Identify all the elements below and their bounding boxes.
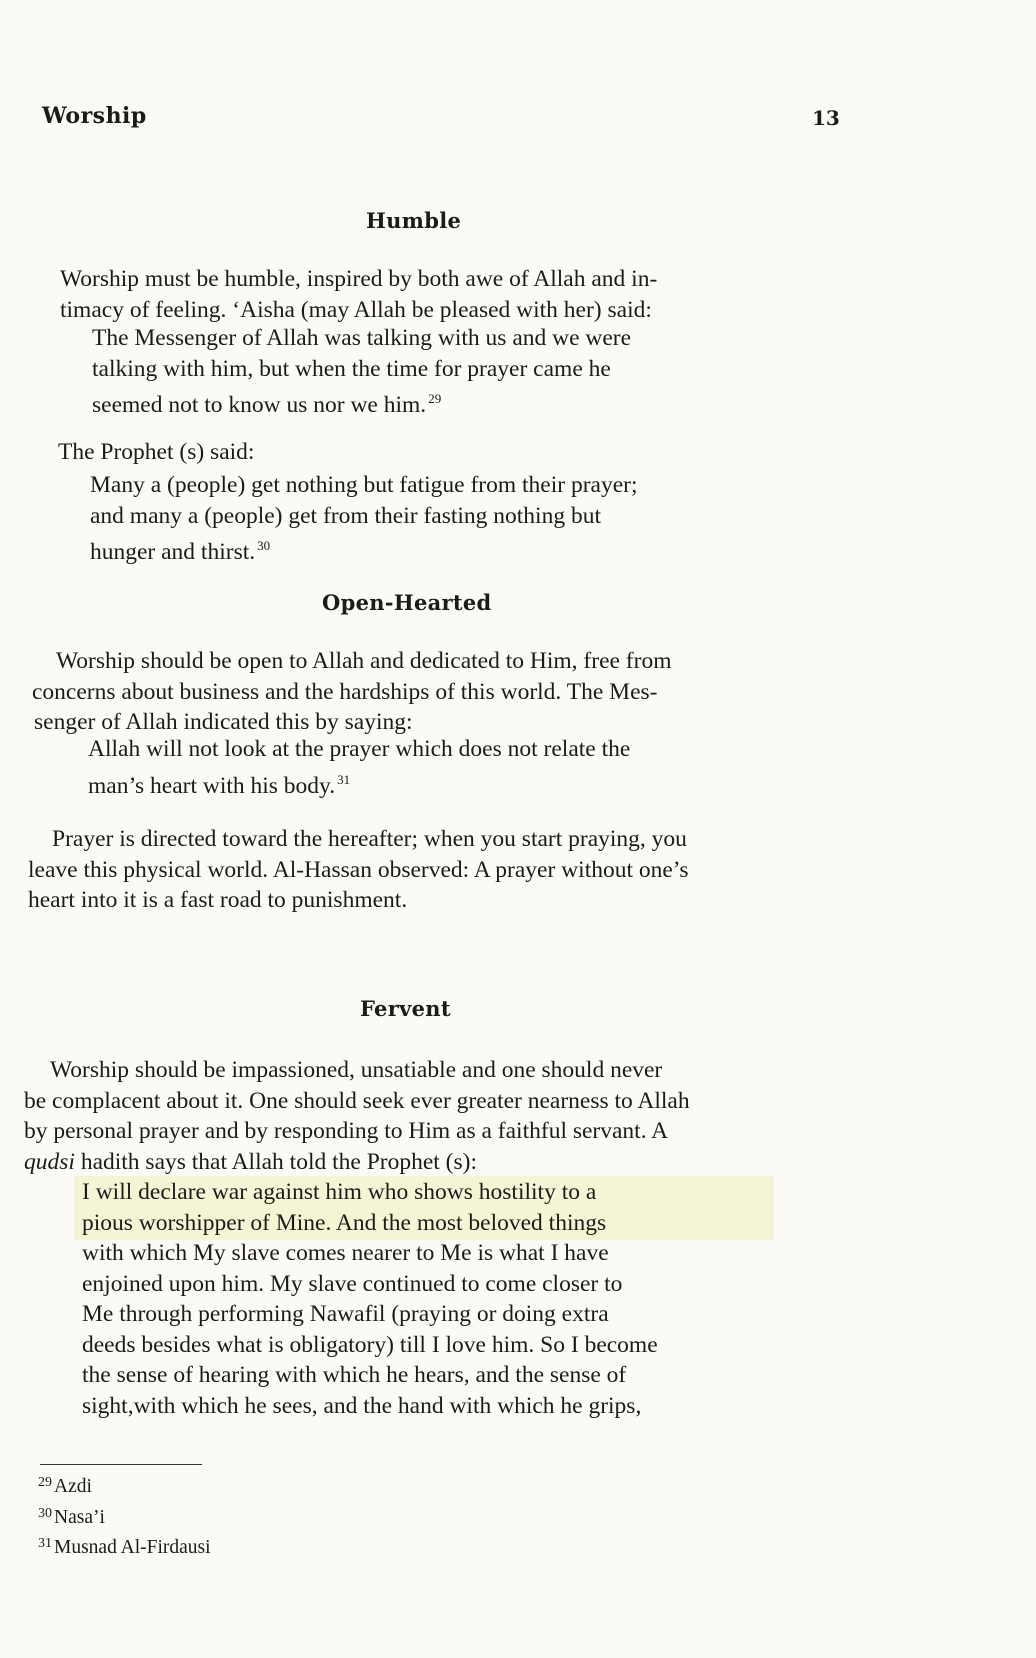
footnote-number: 29 (38, 1475, 52, 1490)
text-fragment: hadith says that Allah told the Prophet (s): (74, 1148, 477, 1175)
footnote-number: 30 (38, 1505, 52, 1521)
text-line: deeds besides what is obligatory) till I love him. So I become (82, 1331, 658, 1358)
footnote-text: Musnad Al-Firdausi (54, 1537, 211, 1558)
text-line: Worship should be open to Allah and dedicated to Him, free from (56, 648, 672, 674)
text-line: leave this physical world. Al-Hassan observed: A prayer without one’s (28, 856, 689, 883)
footnote-text: Azdi (54, 1476, 92, 1497)
text-line: heart into it is a fast road to punishment. (28, 887, 408, 913)
text-line: the sense of hearing with which he hears, and the sense of (82, 1362, 627, 1388)
text-line (92, 384, 631, 421)
running-head: Worship (42, 103, 147, 129)
text-line: enjoined upon him. My slave continued to come closer to (82, 1270, 623, 1297)
text-line: timacy of feeling. ‘Aisha (may Allah be pleased with her) said: (60, 296, 652, 323)
text-line: Worship should be impassioned, unsatiable and one should never (50, 1057, 663, 1083)
open-hearted-paragraph-2 (28, 824, 689, 916)
text-line: Me through performing Nawafil (praying or doing extra (82, 1301, 609, 1327)
section-heading-humble: Humble (366, 208, 462, 233)
text-fragment: hunger and thirst. (90, 539, 256, 565)
footnote (38, 1531, 211, 1562)
text-line: concerns about business and the hardships of this world. The Mes- (32, 678, 658, 705)
text-line: I will declare war against him who shows hostility to a (82, 1179, 597, 1205)
fervent-paragraph-1 (24, 1055, 690, 1177)
footnotes (38, 1470, 211, 1562)
section-heading-fervent: Fervent (360, 996, 451, 1021)
text-line (24, 1147, 690, 1178)
page-number: 13 (812, 106, 840, 130)
footnote-ref: 29 (428, 391, 442, 406)
text-line (88, 765, 630, 802)
footnote-divider (40, 1464, 202, 1465)
humble-quote-2 (90, 470, 638, 568)
fervent-quote-1 (82, 1177, 658, 1421)
humble-quote-1 (92, 323, 631, 421)
text-line: sight,with which he sees, and the hand with which he grips, (82, 1392, 642, 1419)
text-line: with which My slave comes nearer to Me is what I have (82, 1240, 609, 1266)
footnote (38, 1470, 211, 1501)
footnote-ref: 31 (337, 771, 351, 787)
italic-term: qudsi (24, 1148, 75, 1175)
section-heading-open-hearted: Open-Hearted (322, 590, 492, 615)
open-hearted-paragraph-1 (32, 646, 672, 738)
text-line: be complacent about it. One should seek ever greater nearness to Allah (24, 1087, 690, 1114)
text-line: by personal prayer and by responding to Him as a faithful servant. A (24, 1118, 669, 1144)
text-fragment: man’s heart with his body. (88, 772, 336, 799)
footnote-number: 31 (38, 1536, 52, 1551)
footnote (38, 1501, 211, 1532)
text-fragment: seemed not to know us nor we him. (92, 392, 427, 418)
text-line: and many a (people) get from their fasting nothing but (90, 502, 601, 529)
text-line: Prayer is directed toward the hereafter; when you start praying, you (52, 826, 687, 852)
text-line: talking with him, but when the time for prayer came he (92, 355, 611, 382)
open-hearted-quote-1 (88, 734, 630, 801)
text-line: The Messenger of Allah was talking with us and we were (92, 325, 632, 351)
humble-paragraph-1 (60, 264, 657, 325)
footnote-text: Nasa’i (54, 1506, 105, 1528)
footnote-ref: 30 (257, 538, 271, 553)
text-line: Worship must be humble, inspired by both awe of Allah and in- (60, 266, 658, 292)
text-line: Allah will not look at the prayer which does not relate the (88, 736, 631, 762)
text-line: pious worshipper of Mine. And the most beloved things (82, 1209, 607, 1236)
text-line: Many a (people) get nothing but fatigue from their prayer; (90, 472, 638, 498)
text-line: senger of Allah indicated this by saying: (34, 709, 413, 735)
humble-paragraph-2: The Prophet (s) said: (58, 439, 255, 465)
text-line (90, 531, 638, 568)
